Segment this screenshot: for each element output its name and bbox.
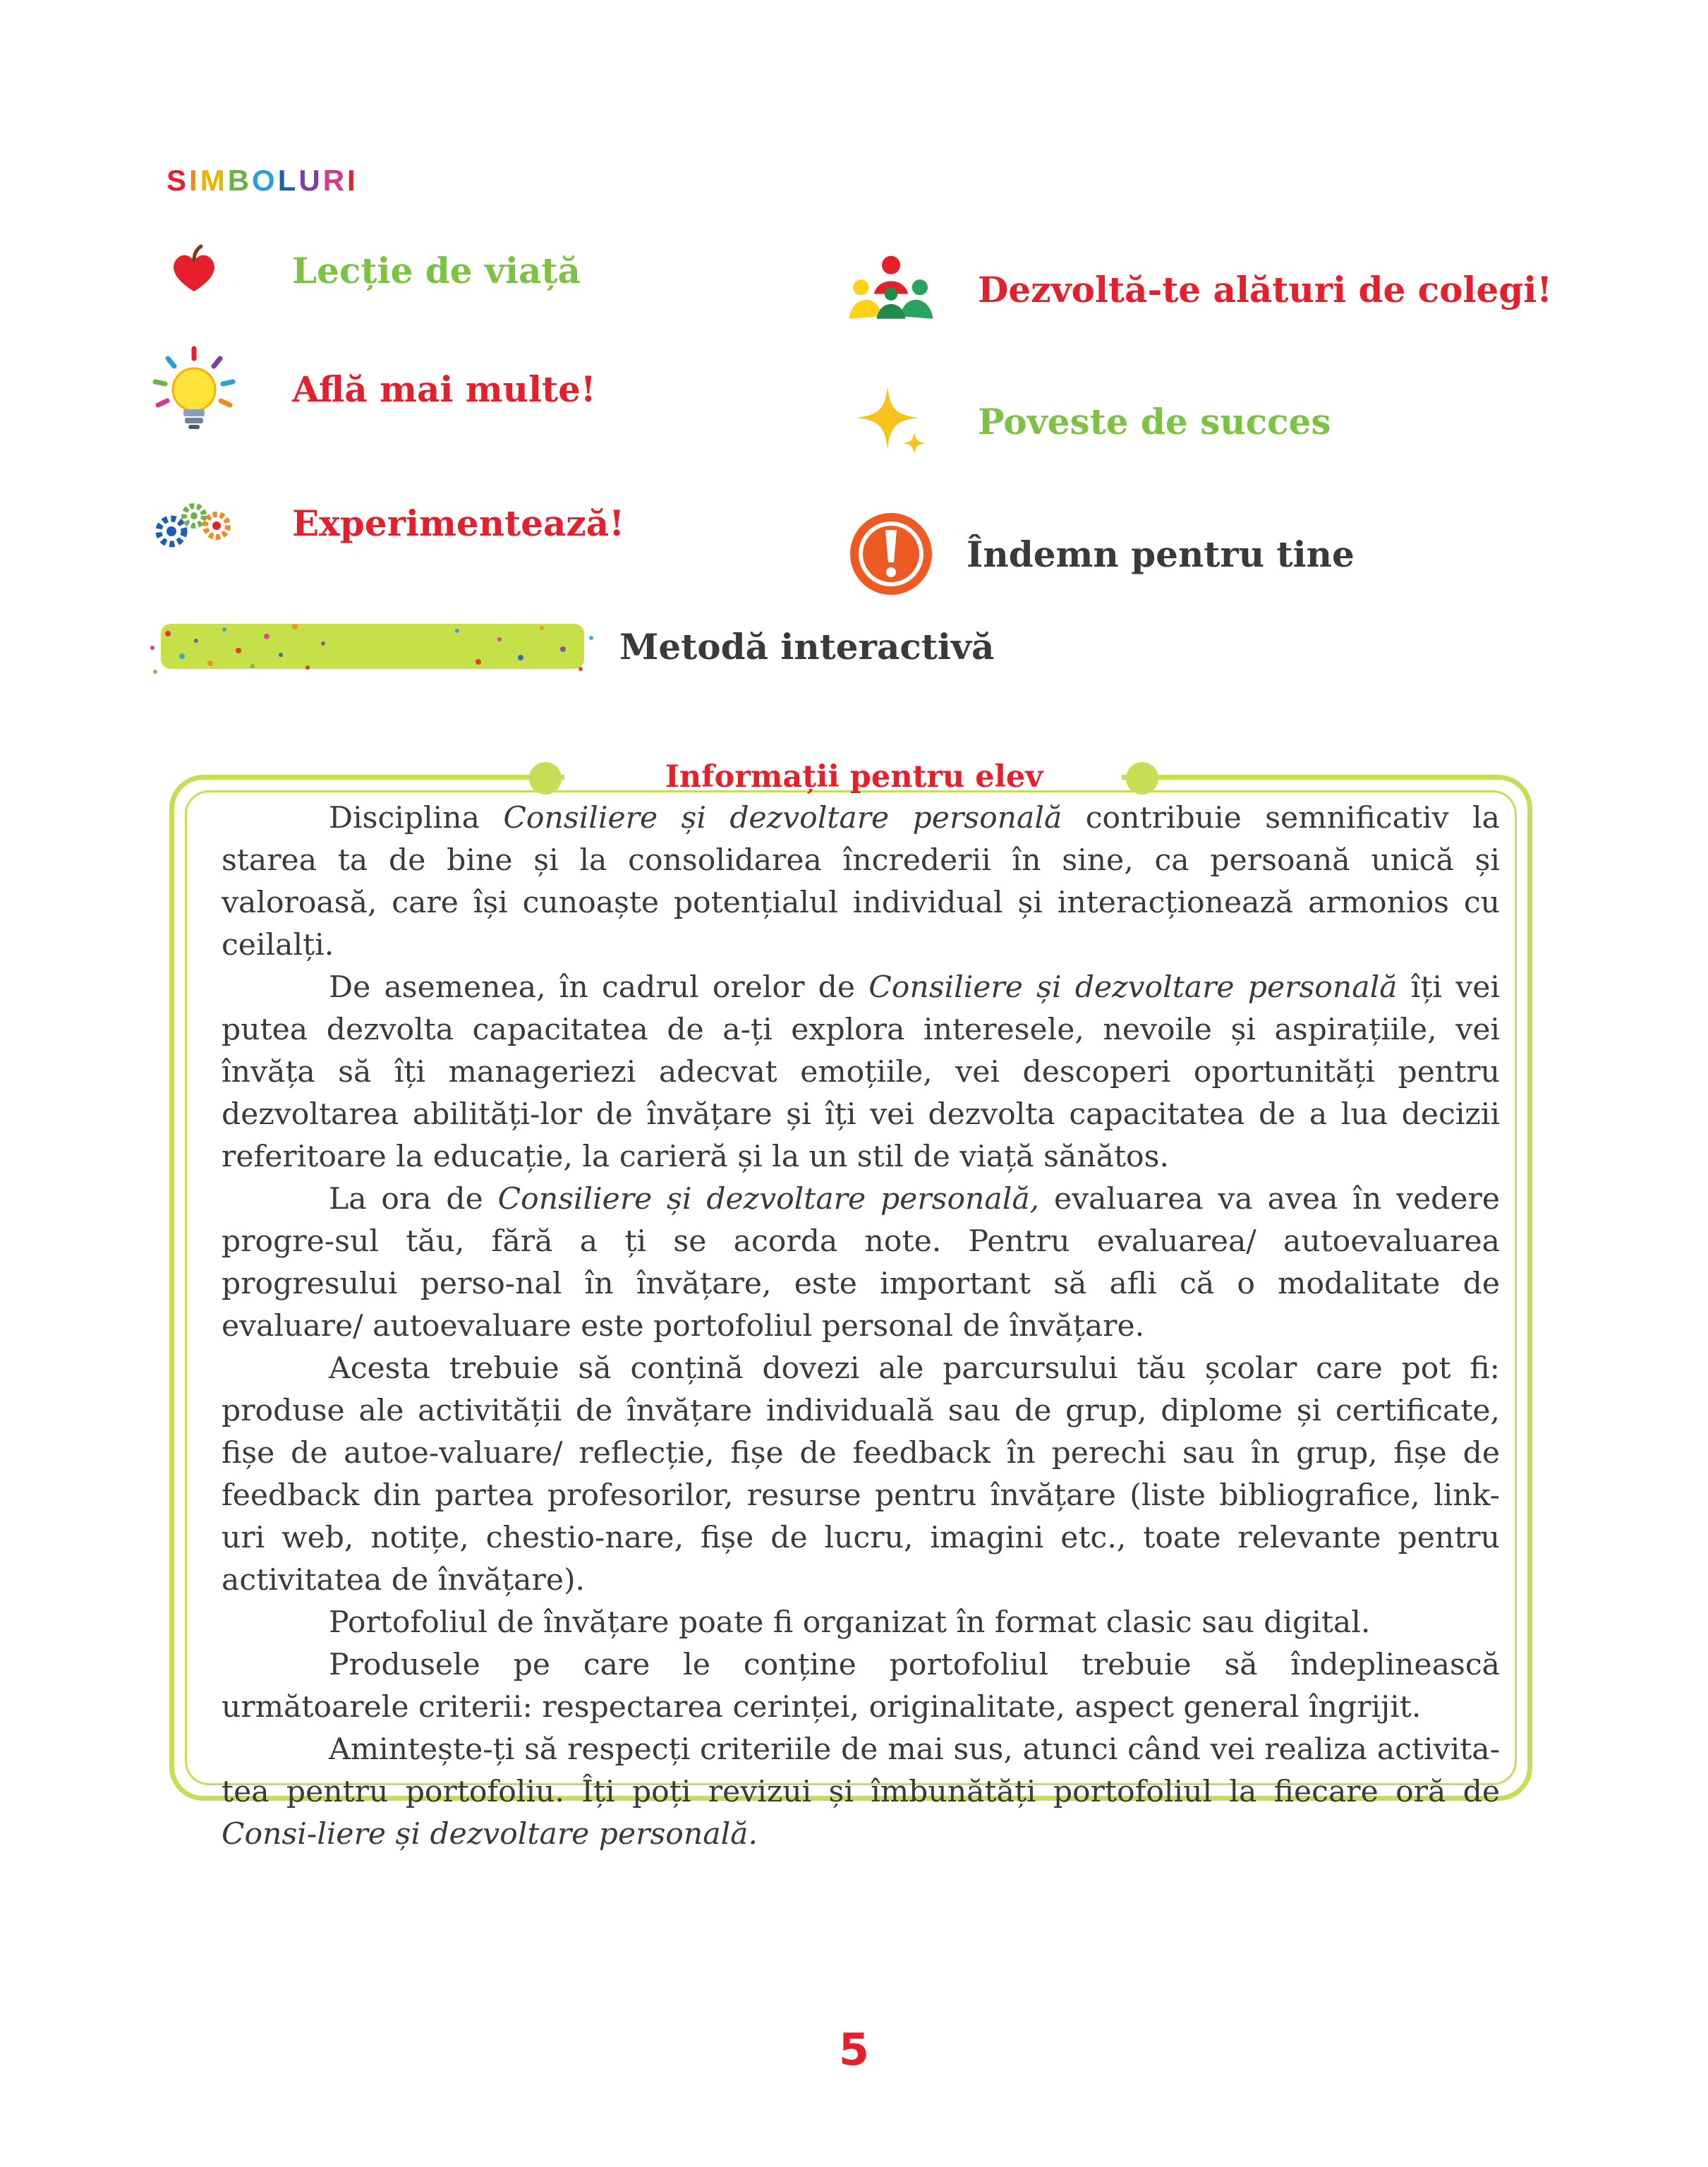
text-run: evaluarea va avea în vedere progre-sul tău, fără a ți se acorda note. Pentru evaluarea/ autoevaluarea progresului perso-nal în învățare, este important să afli că o modalitate de evaluare/ autoevaluare este portofoliul personal de învățare. — [222, 1182, 1500, 1344]
heading-letter: S — [166, 164, 190, 197]
page-number: 5 — [838, 2024, 870, 2075]
heading-letter: O — [252, 164, 278, 197]
paragraph — [222, 1178, 1500, 1348]
heading-letter: R — [322, 164, 348, 197]
symbol-metoda-interactiva — [147, 612, 994, 680]
symbol-label: Experimentează! — [292, 502, 625, 544]
italic-run: Consiliere și dezvoltare personală, — [497, 1182, 1040, 1217]
symbol-label: Află mai multe! — [292, 368, 596, 410]
exclamation-circle-icon — [845, 508, 937, 600]
paragraph: Acesta trebuie să conțină dovezi ale parcursului tău școlar care pot fi: produse ale activității de învățare individuală sau de grup, diplome și certificate, fișe de autoe-valuare/ reflecție, fișe de feedback în perechi sau în grup, fișe de feedback din partea profesorilor, resurse pentru învățare (liste bibliografice, link-uri web, notițe, chestio-nare, fișe de lucru, imagini etc., toate relevante pentru activitatea de învățare). — [222, 1351, 1500, 1598]
symbol-dezvolta-te — [845, 243, 1552, 335]
symbol-label: Dezvoltă-te alături de colegi! — [978, 268, 1553, 310]
paragraph — [222, 1729, 1500, 1856]
heading-letter: M — [200, 164, 228, 197]
symbol-label: Metodă interactivă — [619, 625, 995, 668]
confetti-banner-icon — [147, 612, 598, 680]
info-box-title: Informații pentru elev — [665, 759, 1043, 795]
gears-icon — [148, 477, 240, 569]
lightbulb-icon — [148, 343, 240, 435]
heading-letter: B — [227, 164, 253, 197]
heading-letter: L — [277, 164, 299, 197]
paragraph — [222, 797, 1500, 967]
symbol-poveste-de-succes — [845, 375, 1331, 467]
heading-letter: U — [298, 164, 323, 197]
symbol-label: Îndemn pentru tine — [967, 533, 1355, 575]
symbol-label: Lecție de viață — [292, 249, 581, 291]
italic-run: Consiliere și dezvoltare personală — [503, 801, 1062, 835]
symbols-heading — [166, 164, 358, 198]
text-run: De asemenea, în cadrul orelor de — [329, 970, 869, 1005]
paragraph — [222, 967, 1500, 1178]
text-run: îți vei putea dezvolta capacitatea de a-ți explora interesele, nevoile și aspirațiile, vei învăța să îți manageriezi adecvat emoțiile, vei descoperi oportunități pentru dezvoltarea abilități-lor de învățare și îți vei dezvolta capacitatea de a lua decizii referitoare la educație, la carieră și la un stil de viață sănătos. — [222, 970, 1501, 1174]
italic-run: Consi-liere și dezvoltare personală. — [222, 1817, 758, 1852]
symbol-experimenteaza — [148, 477, 624, 569]
text-run: La ora de — [329, 1182, 498, 1217]
text-run: contribuie semnificativ la starea ta de bine și la consolidarea încrederii în sine, ca persoană unică și valoroasă, care își cunoaște potențialul individual și interacționează armonios cu ceilalți. — [222, 801, 1500, 962]
sparkle-star-icon — [845, 375, 937, 467]
paragraph: Produsele pe care le conține portofoliul trebuie să îndeplinească următoarele criterii: respectarea cerinței, originalitate, aspect general îngrijit. — [222, 1648, 1500, 1725]
symbol-indemn-pentru-tine — [845, 508, 1355, 600]
info-body — [222, 797, 1500, 1856]
heading-letter: I — [189, 164, 200, 197]
paragraph: Portofoliul de învățare poate fi organizat în format clasic sau digital. — [329, 1605, 1371, 1640]
group-people-icon — [845, 243, 937, 335]
text-run: Amintește-ți să respecți criteriile de mai sus, atunci când vei realiza activita-tea pentru portofoliu. Îți poți revizui și îmbunătăți portofoliul la fiecare oră de — [222, 1732, 1500, 1809]
symbol-label: Poveste de succes — [978, 400, 1331, 442]
symbol-afla-mai-multe — [148, 343, 596, 435]
apple-heart-icon — [148, 224, 240, 316]
text-run: Disciplina — [329, 801, 504, 835]
italic-run: Consiliere și dezvoltare personală — [868, 970, 1398, 1005]
heading-letter: I — [347, 164, 358, 197]
symbol-lectie-de-viata — [148, 224, 581, 316]
